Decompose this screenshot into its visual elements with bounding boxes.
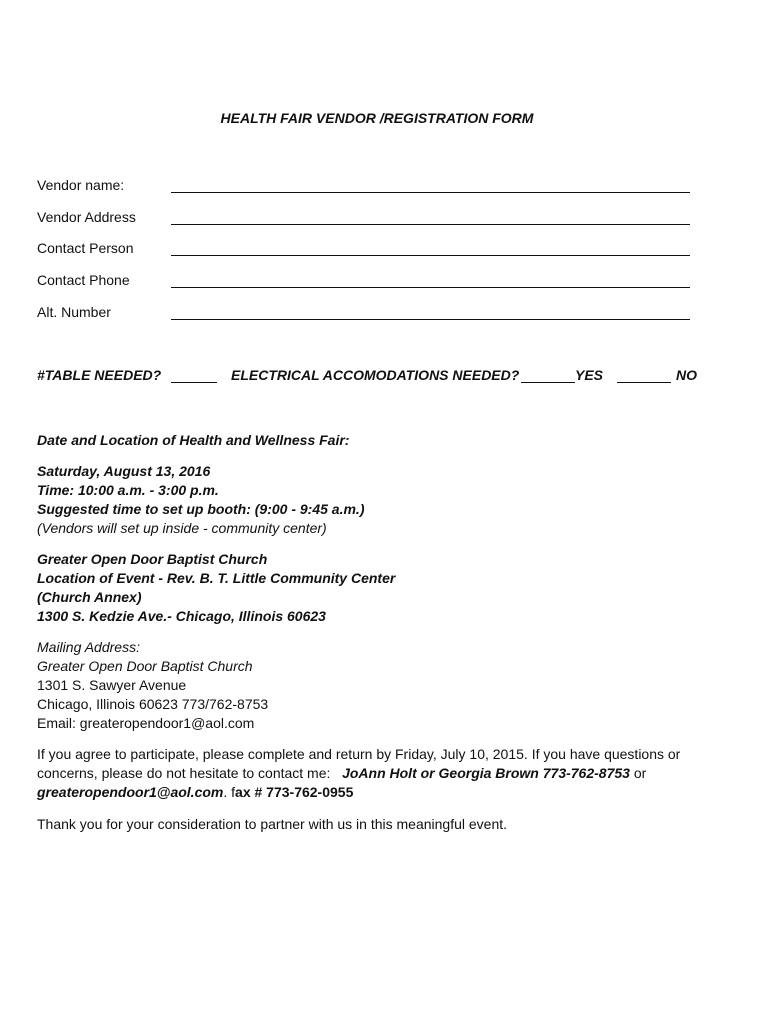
electrical-no-blank[interactable] — [617, 382, 671, 383]
event-heading: Date and Location of Health and Wellness Fair: — [37, 432, 350, 448]
closing-text: Thank you for your consideration to partner with us in this meaningful event. — [37, 816, 508, 832]
church-name: Greater Open Door Baptist Church — [37, 551, 268, 567]
contact-email[interactable]: greateropendoor1@aol.com — [37, 784, 224, 800]
mailing-city-phone: Chicago, Illinois 60623 773/762-8753 — [37, 696, 269, 712]
alt-number-line[interactable] — [171, 319, 690, 320]
instructions-line-3 — [37, 783, 697, 802]
yes-label: YES — [575, 367, 604, 383]
fax-prefix: . f — [223, 784, 236, 800]
or-word: or — [629, 765, 647, 781]
event-time: Time: 10:00 a.m. - 3:00 p.m. — [37, 482, 219, 498]
no-label: NO — [676, 367, 697, 383]
mailing-street: 1301 S. Sawyer Avenue — [37, 677, 187, 693]
electrical-needed-label: ELECTRICAL ACCOMODATIONS NEEDED? — [231, 367, 520, 383]
event-date: Saturday, August 13, 2016 — [37, 463, 211, 479]
contact-names: JoAnn Holt or Georgia Brown 773-762-8753 — [342, 765, 630, 781]
mailing-email: Email: greateropendoor1@aol.com — [37, 715, 255, 731]
vendor-name-row — [37, 177, 690, 197]
event-location-name: Location of Event - Rev. B. T. Little Community Center — [37, 570, 396, 586]
event-address: 1300 S. Kedzie Ave.- Chicago, Illinois 60623 — [37, 608, 326, 624]
instructions-line-1: If you agree to participate, please complete and return by Friday, July 10, 2015. If you have questions or — [37, 746, 681, 762]
vendor-address-row — [37, 209, 690, 229]
closing-paragraph — [37, 815, 697, 834]
setup-time: Suggested time to set up booth: (9:00 - 9:45 a.m.) — [37, 501, 365, 517]
setup-note: (Vendors will set up inside - community center) — [37, 520, 327, 536]
event-location — [37, 550, 717, 626]
alt-number-label: Alt. Number — [37, 304, 111, 320]
vendor-name-line[interactable] — [171, 192, 690, 193]
alt-number-row — [37, 304, 690, 324]
contact-person-row — [37, 240, 690, 260]
vendor-address-line[interactable] — [171, 224, 690, 225]
vendor-address-label: Vendor Address — [37, 209, 136, 225]
instructions-paragraph — [37, 745, 697, 802]
needs-row — [37, 367, 737, 387]
contact-phone-row — [37, 272, 690, 292]
instructions-line-2 — [37, 764, 697, 783]
electrical-yes-blank[interactable] — [521, 382, 575, 383]
event-details — [37, 462, 717, 538]
vendor-name-label: Vendor name: — [37, 177, 125, 193]
church-annex: (Church Annex) — [37, 589, 142, 605]
mailing-heading: Mailing Address: — [37, 639, 140, 655]
mailing-address — [37, 638, 717, 733]
contact-phone-line[interactable] — [171, 287, 690, 288]
table-needed-blank[interactable] — [171, 382, 217, 383]
contact-person-label: Contact Person — [37, 240, 134, 256]
fax-number: ax # 773-762-0955 — [235, 784, 354, 800]
form-title: HEALTH FAIR VENDOR /REGISTRATION FORM — [220, 110, 534, 126]
instructions-line-2-prefix: concerns, please do not hesitate to contact me: — [37, 765, 331, 781]
event-heading-block — [37, 431, 717, 450]
table-needed-label: #TABLE NEEDED? — [37, 367, 162, 383]
contact-person-line[interactable] — [171, 255, 690, 256]
mailing-name: Greater Open Door Baptist Church — [37, 658, 253, 674]
contact-phone-label: Contact Phone — [37, 272, 130, 288]
